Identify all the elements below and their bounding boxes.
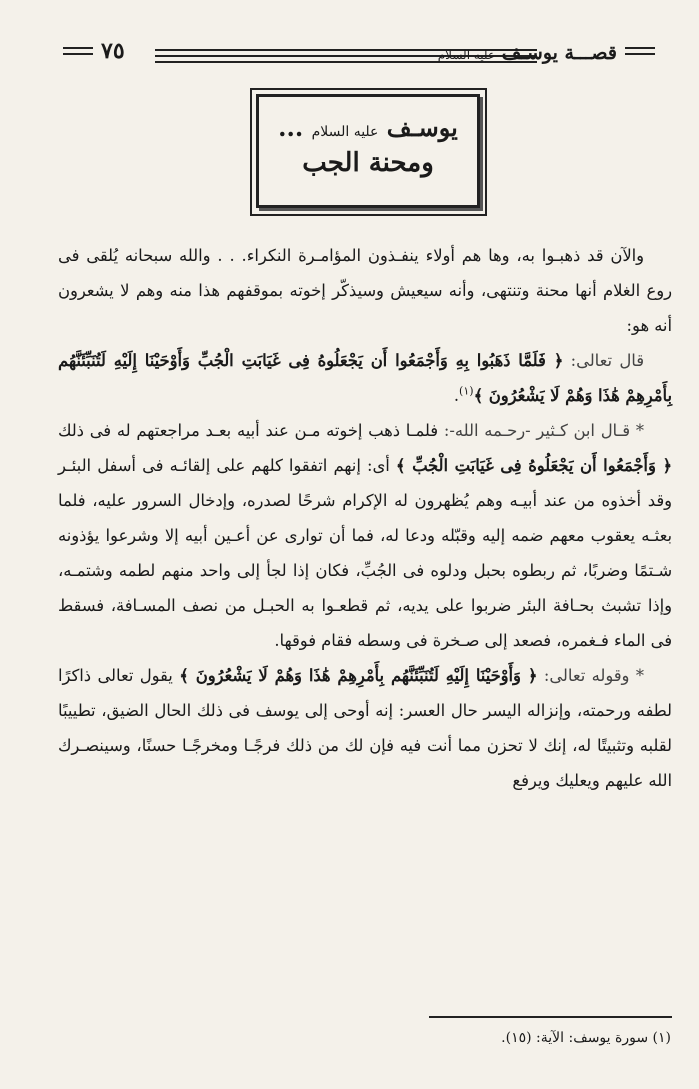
chapter-title-name: يوسـف [386, 113, 458, 142]
page-number: ٧٥ [101, 38, 125, 64]
running-header [55, 34, 659, 74]
paragraph-text: يقول تعالى ذاكرًا لطفه ورحمته، وإنزاله اليسر حال العسر: إنه أوحى إلى يوسف فى ذلك الحال الضيق، تطييبًا لقلبه وتثبيتًا له، إنك لا تحزن مما أنت فيه فإن لك من ذلك فرجًـا ومخرجًـا حسنًا، وسينصـرك الله عليهم ويعليك ويرفع [58, 666, 672, 790]
running-title-honorific: عليه السلام [437, 48, 496, 62]
chapter-title-box [256, 94, 480, 208]
running-title [438, 42, 617, 64]
quran-verse: ﴿ وَأَجْمَعُوا أَن يَجْعَلُوهُ فِى غَيَابَتِ الْجُبِّ ﴾ [395, 456, 672, 475]
header-ornament-left [63, 47, 93, 59]
chapter-title-line2: ومحنة الجب [302, 148, 434, 178]
chapter-title-ellipsis: ... [278, 113, 304, 142]
quote-intro: قال تعالى: [570, 351, 644, 370]
chapter-title-line1 [259, 113, 477, 142]
chapter-title-honorific: عليه السلام [311, 124, 379, 140]
paragraph-3 [58, 413, 672, 658]
body-text [58, 238, 672, 798]
quote-intro: * قـال ابن كـثير -رحـمه الله-: [443, 421, 644, 440]
quote-intro: * وقوله تعالى: [543, 666, 644, 685]
paragraph-2 [58, 343, 672, 413]
paragraph-4 [58, 658, 672, 798]
running-title-text: قصـــة يوسـف [501, 42, 617, 64]
sentence-end: . [453, 386, 460, 405]
paragraph-text: فلمـا ذهب إخوته مـن عند أبيه بعـد مراجعتهم له فى ذلك [58, 421, 439, 440]
footnote-reference: (١) [459, 384, 474, 398]
quran-verse: ﴿ فَلَمَّا ذَهَبُوا بِهِ وَأَجْمَعُوا أَن يَجْعَلُوهُ فِى غَيَابَتِ الْجُبِّ وَأَوْحَيْنَا إِلَيْهِ لَتُنَبِّئَنَّهُم بِأَمْرِهِمْ هَٰذَا وَهُمْ لَا يَشْعُرُونَ ﴾ [58, 351, 672, 405]
footnote: (١) سورة يوسف: الآية: (١٥). [501, 1030, 671, 1046]
quran-verse: ﴿ وَأَوْحَيْنَا إِلَيْهِ لَتُنَبِّئَنَّهُم بِأَمْرِهِمْ هَٰذَا وَهُمْ لَا يَشْعُرُونَ ﴾ [179, 666, 538, 685]
paragraph-text: أى: إنهم اتفقوا كلهم على إلقائـه فى أسفل البئـر وقد أخذوه من عند أبيـه وهم يُظهرون له الإكرام شرحًا لصدره، وإدخال السرور عليه، فلما بعثـه يعقوب معهم ضمه إليه وقبّله ودعا له، فما أن توارى عن أعـين أبيه إلا وشرعوا يؤذونه شـتمًا وضربًا، ثم ربطوه بحبل ودلوه فى الجُبِّ، فكان إذا لجأ إلى واحد منهم لطمه وشتمـه، وإذا تشبث بحـافة البئر ضربوا على يديه، ثم قطعـوا به الحبـل من نصف المسـافة، فسقط فى الماء فـغمره، فصعد إلى صـخرة فى وسطه فقام فوقها. [58, 456, 672, 650]
footnote-separator [429, 1016, 672, 1018]
paragraph-1: والآن قد ذهبـوا به، وها هم أولاء ينفـذون المؤامـرة النكراء. . . والله سبحانه يُلقى فى روع الغلام أنها محنة وتنتهى، وأنه سيعيش وسيذكّر إخوته بموقفهم هذا منه وهم لا يشعرون أنه هو: [58, 246, 672, 335]
header-ornament-right [625, 47, 655, 59]
